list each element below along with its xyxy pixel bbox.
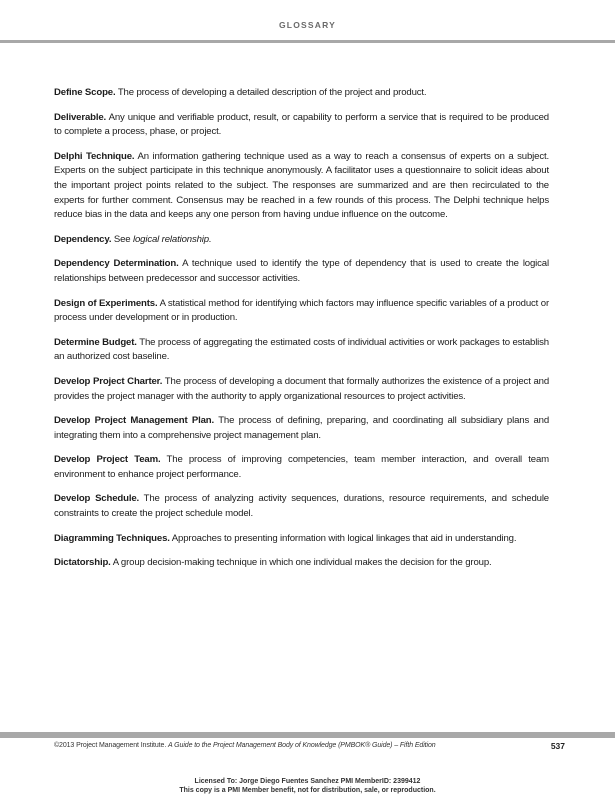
glossary-definition: A technique used to identify the type of dependency that is used to create the logical relationships between predecessor and successor activities.: [54, 258, 549, 284]
glossary-term: Develop Project Management Plan.: [54, 415, 215, 427]
glossary-definition: The process of aggregating the estimated costs of individual activities or work packages to establish an authorized cost baseline.: [54, 336, 549, 363]
running-header-title: GLOSSARY: [279, 20, 336, 30]
glossary-term: Develop Project Team.: [54, 454, 161, 466]
glossary-term: Deliverable.: [54, 111, 107, 123]
glossary-entry-develop-project-charter: [54, 375, 549, 404]
glossary-entry-delphi-technique: [54, 150, 549, 223]
glossary-term: Determine Budget.: [54, 336, 137, 348]
copyright-text: ©2013 Project Management Institute.: [54, 742, 167, 749]
glossary-definition: An information gathering technique used as a way to reach a consensus of experts on a subject. Experts on the subject participate in this technique anonymously. A facilitator uses a questionnaire to solicit ideas about the important project points related to the subject. The responses are summarized and are then recirculated to the experts for further comment. Consensus may be reached in a few rounds of this process. The Delphi technique helps reduce bias in the data and keeps any one person from having undue influence on the outcome.: [54, 150, 550, 221]
header-rule: [0, 40, 615, 43]
license-line-2: This copy is a PMI Member benefit, not for distribution, sale, or reproduction.: [179, 786, 436, 794]
footer-rule: [0, 732, 615, 738]
footer-copyright: [54, 742, 436, 749]
glossary-see-reference: logical relationship.: [133, 233, 212, 245]
glossary-term: Develop Project Charter.: [54, 375, 163, 387]
glossary-term: Delphi Technique.: [54, 150, 135, 162]
glossary-entry-dictatorship: [54, 556, 549, 571]
page-number: 537: [550, 741, 565, 751]
glossary-definition: The process of analyzing activity sequences, durations, resource requirements, and schedule constraints to create the project schedule model.: [54, 493, 549, 520]
glossary-entry-diagramming-techniques: [54, 532, 549, 547]
glossary-term: Design of Experiments.: [54, 297, 158, 309]
glossary-definition: The process of developing a detailed description of the project and product.: [117, 87, 427, 98]
glossary-term: Diagramming Techniques.: [54, 532, 170, 544]
glossary-term: Dependency.: [54, 233, 112, 245]
glossary-entry-design-of-experiments: [54, 297, 549, 326]
glossary-entry-define-scope: [54, 86, 549, 101]
glossary-term: Develop Schedule.: [54, 493, 140, 505]
license-line-1: Licensed To: Jorge Diego Fuentes Sanchez PMI MemberID: 2399412: [194, 778, 421, 785]
glossary-definition: The process of defining, preparing, and coordinating all subsidiary plans and integrating them into a comprehensive project management plan.: [54, 415, 550, 441]
glossary-entry-develop-project-team: [54, 453, 549, 482]
glossary-term: Dictatorship.: [54, 557, 111, 569]
glossary-entry-develop-schedule: [54, 492, 549, 521]
glossary-entry-determine-budget: [54, 336, 549, 365]
glossary-entry-dependency-determination: [54, 257, 549, 286]
glossary-definition: The process of improving competencies, team member interaction, and overall team environment to enhance project performance.: [54, 454, 549, 480]
glossary-term: Define Scope.: [54, 87, 116, 98]
glossary-definition: A statistical method for identifying which factors may influence specific variables of a product or process under development or in production.: [54, 297, 550, 324]
glossary-definition: Approaches to presenting information with logical linkages that aid in understanding.: [171, 532, 517, 544]
glossary-definition: Any unique and verifiable product, result, or capability to perform a service that is required to be produced to complete a process, phase, or project.: [54, 111, 549, 138]
glossary-entry-deliverable: [54, 111, 549, 140]
license-notice: [0, 778, 615, 795]
glossary-definition: A group decision-making technique in which one individual makes the decision for the group.: [112, 557, 492, 569]
glossary-definition: See: [113, 233, 131, 245]
glossary-content: [54, 86, 549, 581]
glossary-term: Dependency Determination.: [54, 258, 179, 270]
book-title: A Guide to the Project Management Body of Knowledge (PMBOK® Guide) – Fifth Edition: [168, 742, 436, 749]
glossary-entry-develop-project-management-plan: [54, 414, 549, 443]
glossary-definition: The process of developing a document that formally authorizes the existence of a project and provides the project manager with the authority to apply organizational resources to project activities.: [54, 375, 549, 402]
glossary-entry-dependency: [54, 233, 549, 248]
